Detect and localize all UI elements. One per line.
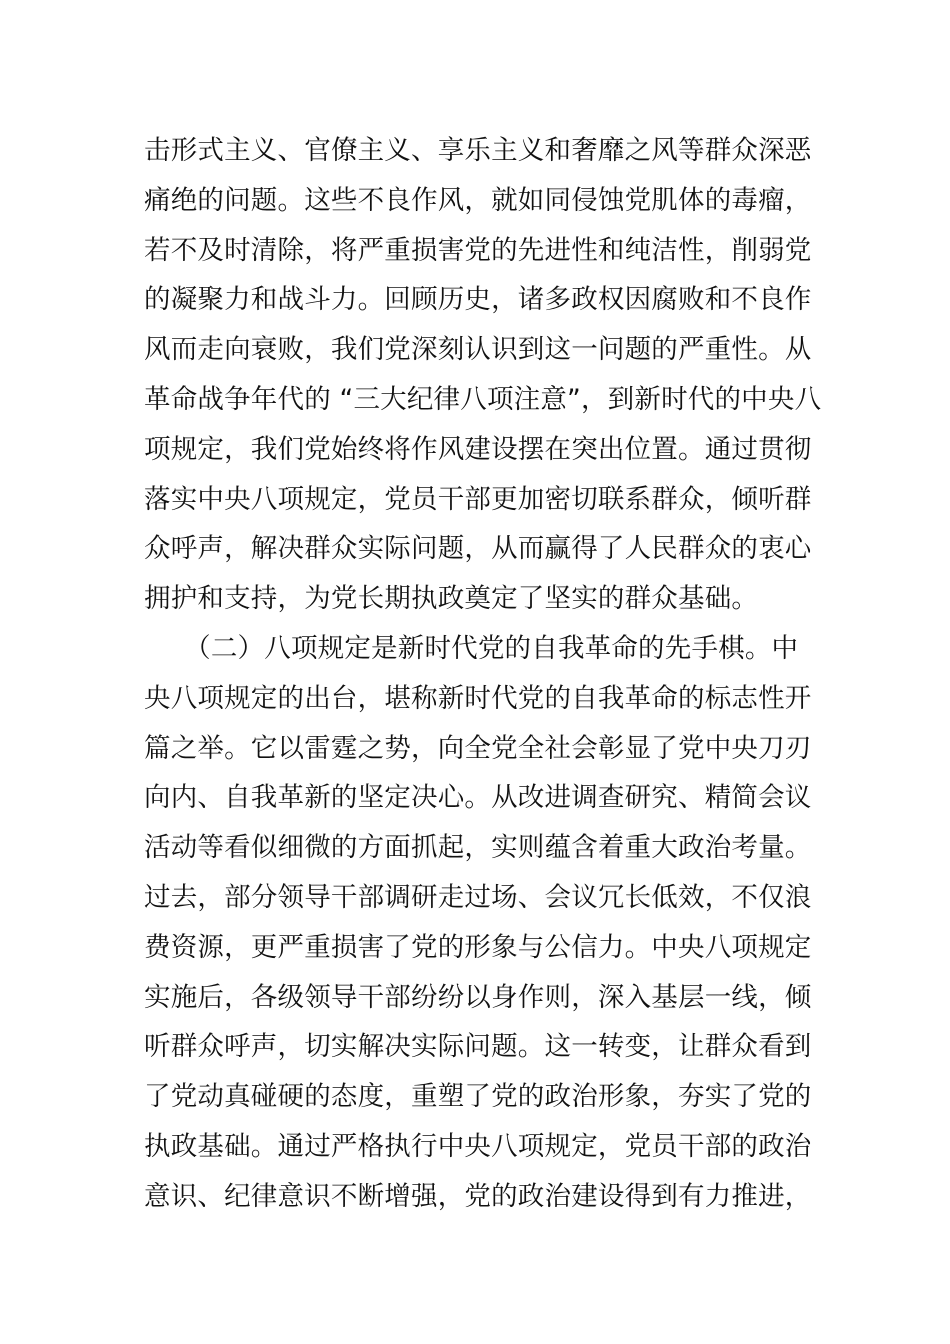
section-heading-line: （二）八项规定是新时代党的自我革命的先手棋。中 [144,632,799,664]
text-line: 实施后，各级领导干部纷纷以身作则，深入基层一线，倾 [144,981,812,1013]
text-line: 篇之举。它以雷霆之势，向全党全社会彰显了党中央刀刃 [144,732,812,764]
body-text [144,126,822,1222]
text-line: 拥护和支持，为党长期执政奠定了坚实的群众基础。 [144,583,759,615]
text-line: 向内、自我革新的坚定决心。从改进调查研究、精简会议 [144,782,812,814]
text-line: 费资源，更严重损害了党的形象与公信力。中央八项规定 [144,931,812,963]
text-line: 过去，部分领导干部调研走过场、会议冗长低效，不仅浪 [144,881,812,913]
text-line: 意识、纪律意识不断增强，党的政治建设得到有力推进， [144,1180,812,1212]
text-line: 痛绝的问题。这些不良作风，就如同侵蚀党肌体的毒瘤， [144,184,812,216]
text-line: 落实中央八项规定，党员干部更加密切联系群众，倾听群 [144,483,812,515]
text-line: 若不及时清除，将严重损害党的先进性和纯洁性，削弱党 [144,234,812,266]
text-line: 的凝聚力和战斗力。回顾历史，诸多政权因腐败和不良作 [144,284,812,316]
text-line: 击形式主义、官僚主义、享乐主义和奢靡之风等群众深恶 [144,135,812,166]
text-line: 听群众呼声，切实解决实际问题。这一转变，让群众看到 [144,1031,812,1063]
text-line: 众呼声，解决群众实际问题，从而赢得了人民群众的衷心 [144,533,812,565]
text-line: 执政基础。通过严格执行中央八项规定，党员干部的政治 [144,1130,812,1162]
text-line: 央八项规定的出台，堪称新时代党的自我革命的标志性开 [144,682,812,714]
text-line: 了党动真碰硬的态度，重塑了党的政治形象，夯实了党的 [144,1081,812,1113]
text-line: 项规定，我们党始终将作风建设摆在突出位置。通过贯彻 [144,433,812,465]
text-line: 活动等看似细微的方面抓起，实则蕴含着重大政治考量。 [144,832,812,864]
text-line: 风而走向衰败，我们党深刻认识到这一问题的严重性。从 [144,334,812,366]
text-line: 革命战争年代的 “三大纪律八项注意”，到新时代的中央八 [144,383,822,415]
